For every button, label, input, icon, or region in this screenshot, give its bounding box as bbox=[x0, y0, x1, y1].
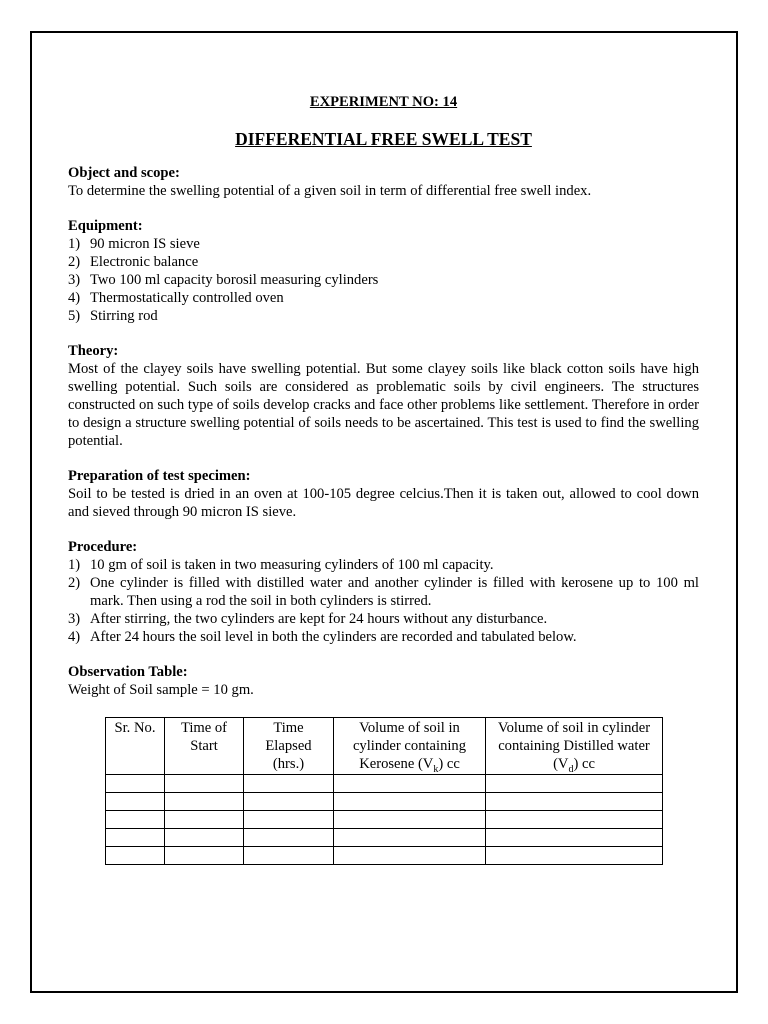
preparation-section bbox=[68, 467, 699, 521]
table-row bbox=[106, 793, 663, 811]
table-cell[interactable] bbox=[486, 775, 663, 793]
list-text: 90 micron IS sieve bbox=[90, 236, 200, 252]
header-line: (hrs.) bbox=[272, 756, 305, 772]
object-section bbox=[68, 164, 699, 200]
theory-text: Most of the clayey soils have swelling potential. But some clayey soils like black cotton soils have high swelling potential. Such soils are considered as problematic soils by civil engineers. The structures constructed on such type of soils develop cracks and face other problems like settlement. Therefore in order to design a structure swelling potential of soils needs to be ascertained. This test is used to find the swelling potential. bbox=[68, 361, 699, 449]
header-line: Start bbox=[190, 738, 218, 754]
list-number: 4) bbox=[68, 290, 81, 306]
table-cell[interactable] bbox=[486, 811, 663, 829]
list-number: 1) bbox=[68, 236, 81, 252]
table-cell[interactable] bbox=[244, 829, 334, 847]
preparation-text: Soil to be tested is dried in an oven at 100-105 degree celcius.Then it is taken out, allowed to cool down and sieved through 90 micron IS sieve. bbox=[68, 486, 699, 520]
table-cell[interactable] bbox=[486, 847, 663, 865]
table-cell[interactable] bbox=[106, 811, 165, 829]
subscript: k bbox=[433, 763, 439, 775]
list-number: 2) bbox=[68, 254, 81, 270]
equipment-list bbox=[68, 235, 699, 325]
list-number: 4) bbox=[68, 629, 81, 645]
header-text: ) cc bbox=[573, 756, 595, 772]
header-text: ) cc bbox=[438, 756, 460, 772]
table-cell[interactable] bbox=[165, 811, 244, 829]
theory-heading: Theory: bbox=[68, 343, 119, 359]
table-cell[interactable] bbox=[165, 793, 244, 811]
table-cell[interactable] bbox=[165, 847, 244, 865]
list-number: 1) bbox=[68, 557, 81, 573]
table-header-row bbox=[106, 718, 663, 775]
header-text: Kerosene (V bbox=[359, 756, 434, 772]
table-row bbox=[106, 775, 663, 793]
table-row bbox=[106, 811, 663, 829]
header-line bbox=[334, 755, 485, 773]
list-item bbox=[68, 271, 699, 289]
table-cell[interactable] bbox=[334, 793, 486, 811]
table-cell[interactable] bbox=[486, 829, 663, 847]
sample-weight: Weight of Soil sample = 10 gm. bbox=[68, 682, 254, 698]
column-volume-kerosene bbox=[334, 718, 486, 775]
column-time-elapsed bbox=[244, 718, 334, 775]
list-number: 3) bbox=[68, 272, 81, 288]
header-line: Time bbox=[273, 720, 304, 736]
table-cell[interactable] bbox=[244, 811, 334, 829]
column-sr-no bbox=[106, 718, 165, 775]
list-item bbox=[68, 289, 699, 307]
equipment-section bbox=[68, 217, 699, 325]
list-item bbox=[68, 556, 699, 574]
object-heading: Object and scope: bbox=[68, 165, 180, 181]
header-line: Volume of soil in cylinder bbox=[497, 720, 651, 736]
table-cell[interactable] bbox=[334, 829, 486, 847]
table-cell[interactable] bbox=[486, 793, 663, 811]
list-text: Electronic balance bbox=[90, 254, 199, 270]
document-body bbox=[68, 93, 699, 865]
list-item bbox=[68, 307, 699, 325]
table-row bbox=[106, 847, 663, 865]
list-number: 5) bbox=[68, 308, 81, 324]
equipment-heading: Equipment: bbox=[68, 218, 143, 234]
table-cell[interactable] bbox=[244, 793, 334, 811]
list-text: After 24 hours the soil level in both the cylinders are recorded and tabulated below. bbox=[90, 629, 577, 645]
table-cell[interactable] bbox=[244, 847, 334, 865]
header-text: Sr. No. bbox=[114, 720, 156, 736]
list-text: 10 gm of soil is taken in two measuring cylinders of 100 ml capacity. bbox=[90, 557, 494, 573]
observation-heading: Observation Table: bbox=[68, 664, 188, 680]
table-cell[interactable] bbox=[165, 829, 244, 847]
header-line bbox=[486, 755, 662, 773]
table-cell[interactable] bbox=[106, 847, 165, 865]
experiment-number: EXPERIMENT NO: 14 bbox=[309, 94, 458, 110]
column-time-of-start bbox=[165, 718, 244, 775]
table-row bbox=[106, 829, 663, 847]
observation-table bbox=[105, 717, 663, 865]
list-text: Stirring rod bbox=[90, 308, 158, 324]
table-cell[interactable] bbox=[244, 775, 334, 793]
object-text: To determine the swelling potential of a given soil in term of differential free swell index. bbox=[68, 183, 592, 199]
table-body bbox=[106, 775, 663, 865]
column-volume-distilled-water bbox=[486, 718, 663, 775]
table-cell[interactable] bbox=[106, 829, 165, 847]
list-number: 2) bbox=[68, 575, 81, 591]
table-cell[interactable] bbox=[334, 775, 486, 793]
list-number: 3) bbox=[68, 611, 81, 627]
preparation-heading: Preparation of test specimen: bbox=[68, 468, 251, 484]
table-cell[interactable] bbox=[334, 847, 486, 865]
header-line: containing Distilled water bbox=[498, 738, 650, 754]
header-line: cylinder containing bbox=[352, 738, 467, 754]
table-cell[interactable] bbox=[106, 775, 165, 793]
subscript: d bbox=[568, 763, 574, 775]
list-item bbox=[68, 610, 699, 628]
observation-section bbox=[68, 663, 699, 865]
list-text: After stirring, the two cylinders are kept for 24 hours without any disturbance. bbox=[90, 611, 548, 627]
table-cell[interactable] bbox=[165, 775, 244, 793]
table-cell[interactable] bbox=[334, 811, 486, 829]
procedure-heading: Procedure: bbox=[68, 539, 138, 555]
list-text: Two 100 ml capacity borosil measuring cylinders bbox=[90, 272, 379, 288]
page-title: DIFFERENTIAL FREE SWELL TEST bbox=[235, 129, 532, 149]
list-item bbox=[68, 253, 699, 271]
header-line: Volume of soil in bbox=[359, 720, 460, 736]
theory-section bbox=[68, 342, 699, 450]
header-text: (V bbox=[553, 756, 569, 772]
table-cell[interactable] bbox=[106, 793, 165, 811]
list-text: One cylinder is filled with distilled water and another cylinder is filled with kerosene up to 100 ml mark. Then using a rod the soil in both cylinders is stirred. bbox=[90, 575, 699, 609]
procedure-list bbox=[68, 556, 699, 646]
list-item bbox=[68, 628, 699, 646]
list-text: Thermostatically controlled oven bbox=[90, 290, 284, 306]
list-item bbox=[68, 235, 699, 253]
procedure-section bbox=[68, 538, 699, 646]
header-line: Elapsed bbox=[265, 738, 312, 754]
header-line: Time of bbox=[180, 720, 228, 736]
list-item bbox=[68, 574, 699, 610]
